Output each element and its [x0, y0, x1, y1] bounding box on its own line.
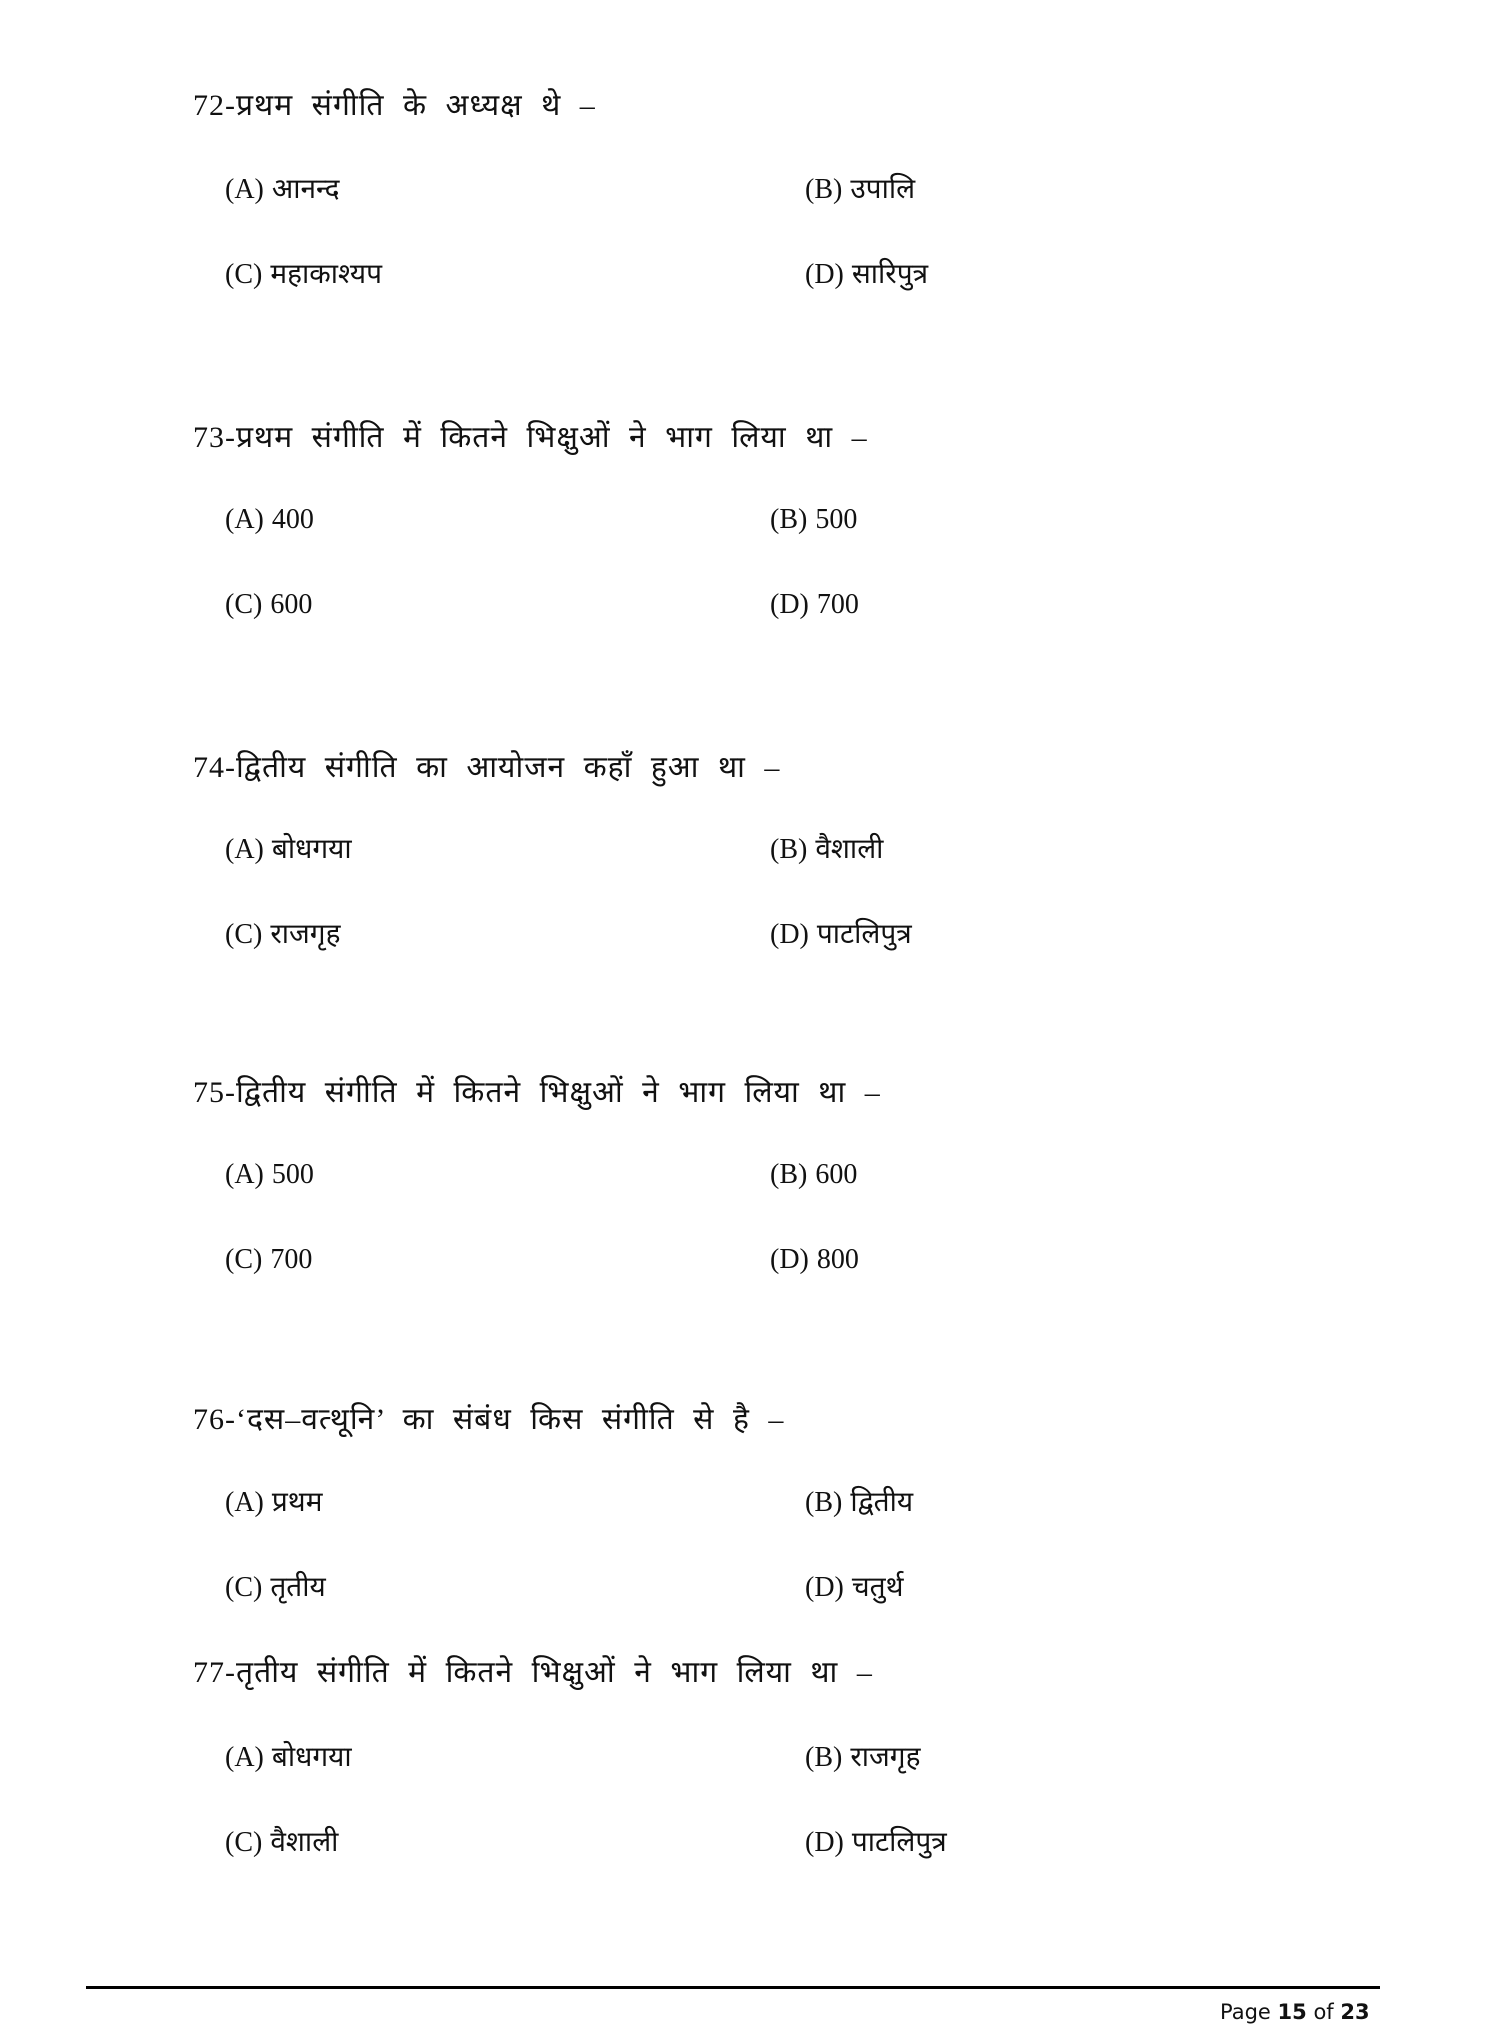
question-77-text: 77-तृतीय संगीति में कितने भिक्षुओं ने भाग लिया था –: [193, 1656, 873, 1689]
option-text: 700: [816, 589, 859, 620]
option-text: 400: [271, 504, 314, 535]
option-text: द्वितीय: [850, 1487, 914, 1518]
option-label: (D): [770, 919, 809, 950]
option-text: पाटलिपुत्र: [851, 1827, 947, 1858]
question-73-option-b: [770, 500, 857, 540]
option-label: (C): [225, 919, 263, 950]
current-page: 15: [1277, 2000, 1307, 2024]
question-74-option-c: [225, 915, 340, 955]
option-text: आनन्द: [271, 174, 340, 205]
option-text: महाकाश्यप: [270, 259, 382, 290]
option-label: (D): [805, 1572, 844, 1603]
option-label: (D): [770, 1244, 809, 1275]
page-word: Page: [1220, 2000, 1271, 2024]
question-73-option-c: [225, 585, 312, 625]
option-label: (A): [225, 834, 264, 865]
option-text: वैशाली: [270, 1827, 339, 1858]
option-text: उपालि: [850, 174, 916, 205]
option-label: (B): [805, 1487, 843, 1518]
option-label: (B): [770, 504, 808, 535]
option-label: (C): [225, 1572, 263, 1603]
option-label: (C): [225, 1244, 263, 1275]
question-76-option-a: [225, 1483, 322, 1523]
question-75-option-b: [770, 1155, 857, 1195]
question-74-option-b: [770, 830, 883, 870]
option-text: राजगृह: [850, 1742, 921, 1773]
option-label: (A): [225, 1742, 264, 1773]
option-label: (B): [805, 174, 843, 205]
question-77-option-d: [805, 1823, 947, 1863]
option-label: (B): [770, 834, 808, 865]
option-label: (A): [225, 1159, 264, 1190]
option-text: 600: [270, 589, 313, 620]
question-73-text: 73-प्रथम संगीति में कितने भिक्षुओं ने भाग लिया था –: [193, 421, 868, 454]
question-73-option-a: [225, 500, 314, 540]
question-77-option-a: [225, 1738, 352, 1778]
option-label: (C): [225, 259, 263, 290]
footer-divider: [86, 1986, 1380, 1989]
option-label: (D): [805, 259, 844, 290]
question-75-option-c: [225, 1240, 312, 1280]
option-text: पाटलिपुत्र: [816, 919, 912, 950]
question-76-option-d: [805, 1568, 904, 1608]
question-72-text: 72-प्रथम संगीति के अध्यक्ष थे –: [193, 89, 596, 122]
option-label: (A): [225, 1487, 264, 1518]
option-label: (A): [225, 174, 264, 205]
option-label: (B): [770, 1159, 808, 1190]
question-76-option-c: [225, 1568, 326, 1608]
page-number: [1220, 1997, 1370, 2027]
option-label: (A): [225, 504, 264, 535]
option-text: 600: [815, 1159, 858, 1190]
question-74-option-d: [770, 915, 912, 955]
question-75-option-d: [770, 1240, 859, 1280]
option-text: वैशाली: [815, 834, 884, 865]
option-label: (C): [225, 1827, 263, 1858]
question-74-text: 74-द्वितीय संगीति का आयोजन कहाँ हुआ था –: [193, 751, 781, 784]
option-text: बोधगया: [271, 1742, 352, 1773]
question-72-option-d: [805, 255, 928, 295]
question-72-option-a: [225, 170, 340, 210]
question-73-option-d: [770, 585, 859, 625]
question-72-option-c: [225, 255, 382, 295]
question-74-option-a: [225, 830, 352, 870]
question-75-option-a: [225, 1155, 314, 1195]
question-76-text: 76-‘दस–वत्थूनि’ का संबंध किस संगीति से है –: [193, 1403, 785, 1436]
question-77-option-b: [805, 1738, 920, 1778]
option-text: चतुर्थ: [851, 1572, 904, 1603]
question-77-option-c: [225, 1823, 338, 1863]
option-label: (C): [225, 589, 263, 620]
option-text: राजगृह: [270, 919, 341, 950]
option-text: बोधगया: [271, 834, 352, 865]
total-pages: 23: [1340, 2000, 1370, 2024]
question-75-text: 75-द्वितीय संगीति में कितने भिक्षुओं ने भाग लिया था –: [193, 1076, 881, 1109]
question-76-option-b: [805, 1483, 913, 1523]
option-text: 500: [815, 504, 858, 535]
question-72-option-b: [805, 170, 915, 210]
of-word: of: [1313, 2000, 1334, 2024]
option-text: 500: [271, 1159, 314, 1190]
option-text: तृतीय: [270, 1572, 326, 1603]
option-label: (D): [770, 589, 809, 620]
option-label: (D): [805, 1827, 844, 1858]
option-text: प्रथम: [271, 1487, 323, 1518]
option-text: 700: [270, 1244, 313, 1275]
option-text: 800: [816, 1244, 859, 1275]
option-text: सारिपुत्र: [851, 259, 929, 290]
option-label: (B): [805, 1742, 843, 1773]
